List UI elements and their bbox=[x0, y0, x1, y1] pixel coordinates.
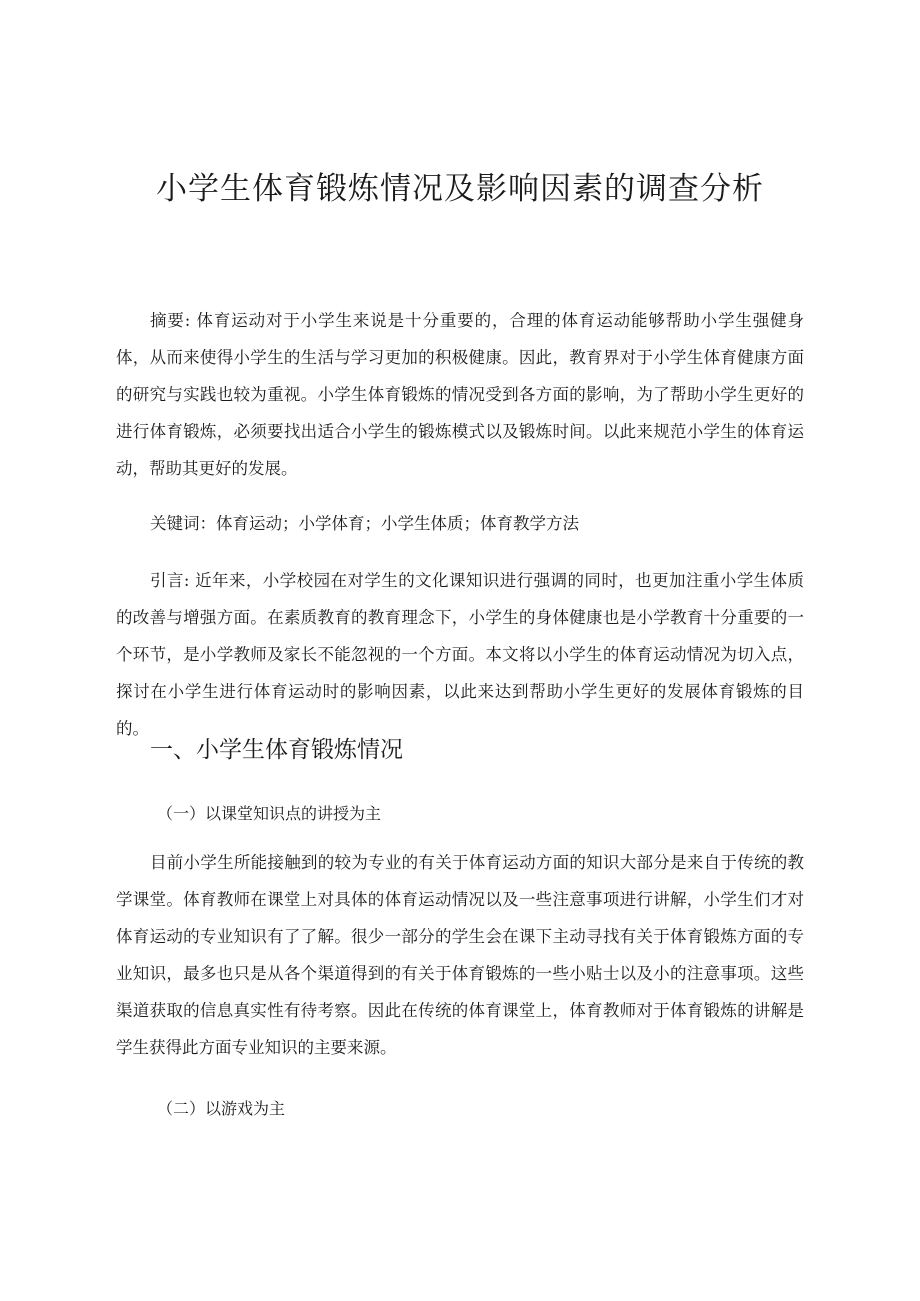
subsection2-heading: （二）以游戏为主 bbox=[157, 1099, 286, 1118]
keywords-text: 体育运动；小学体育；小学生体质；体育教学方法 bbox=[216, 514, 579, 533]
abstract-label: 摘要: bbox=[150, 311, 191, 330]
section1-heading: 一、小学生体育锻炼情况 bbox=[150, 737, 403, 763]
abstract-text: 体育运动对于小学生来说是十分重要的，合理的体育运动能够帮助小学生强健身体，从而来使得小学生的生活与学习更加的积极健康。因此，教育界对于小学生体育健康方面的研究与实践也较为重视。小学生体育锻炼的情况受到各方面的影响，为了帮助小学生更好的进行体育锻炼，必须要找出适合小学生的锻炼模式以及锻炼时间。以此来规范小学生的体育运动，帮助其更好的发展。 bbox=[116, 311, 804, 478]
introduction-paragraph bbox=[116, 562, 804, 747]
document-title: 小学生体育锻炼情况及影响因素的调查分析 bbox=[156, 171, 764, 207]
introduction-text: 近年来，小学校园在对学生的文化课知识进行强调的同时，也更加注重小学生体质的改善与增强方面。在素质教育的教育理念下，小学生的身体健康也是小学教育十分重要的一个环节，是小学教师及家长不能忽视的一个方面。本文将以小学生的体育运动情况为切入点，探讨在小学生进行体育运动时的影响因素，以此来达到帮助小学生更好的发展体育锻炼的目的。 bbox=[116, 571, 805, 738]
subsection1-heading: （一）以课堂知识点的讲授为主 bbox=[157, 804, 382, 823]
keywords-label: 关键词： bbox=[150, 514, 216, 533]
keywords-paragraph bbox=[116, 505, 804, 542]
introduction-label: 引言: bbox=[150, 571, 190, 590]
subsection1-paragraph: 目前小学生所能接触到的较为专业的有关于体育运动方面的知识大部分是来自于传统的教学课堂。体育教师在课堂上对具体的体育运动情况以及一些注意事项进行讲解，小学生们才对体育运动的专业知识有了了解。很少一部分的学生会在课下主动寻找有关于体育锻炼方面的专业知识，最多也只是从各个渠道得到的有关于体育锻炼的一些小贴士以及小的注意事项。这些渠道获取的信息真实性有待考察。因此在传统的体育课堂上，体育教师对于体育锻炼的讲解是学生获得此方面专业知识的主要来源。 bbox=[116, 853, 804, 1057]
abstract-paragraph bbox=[116, 302, 804, 487]
